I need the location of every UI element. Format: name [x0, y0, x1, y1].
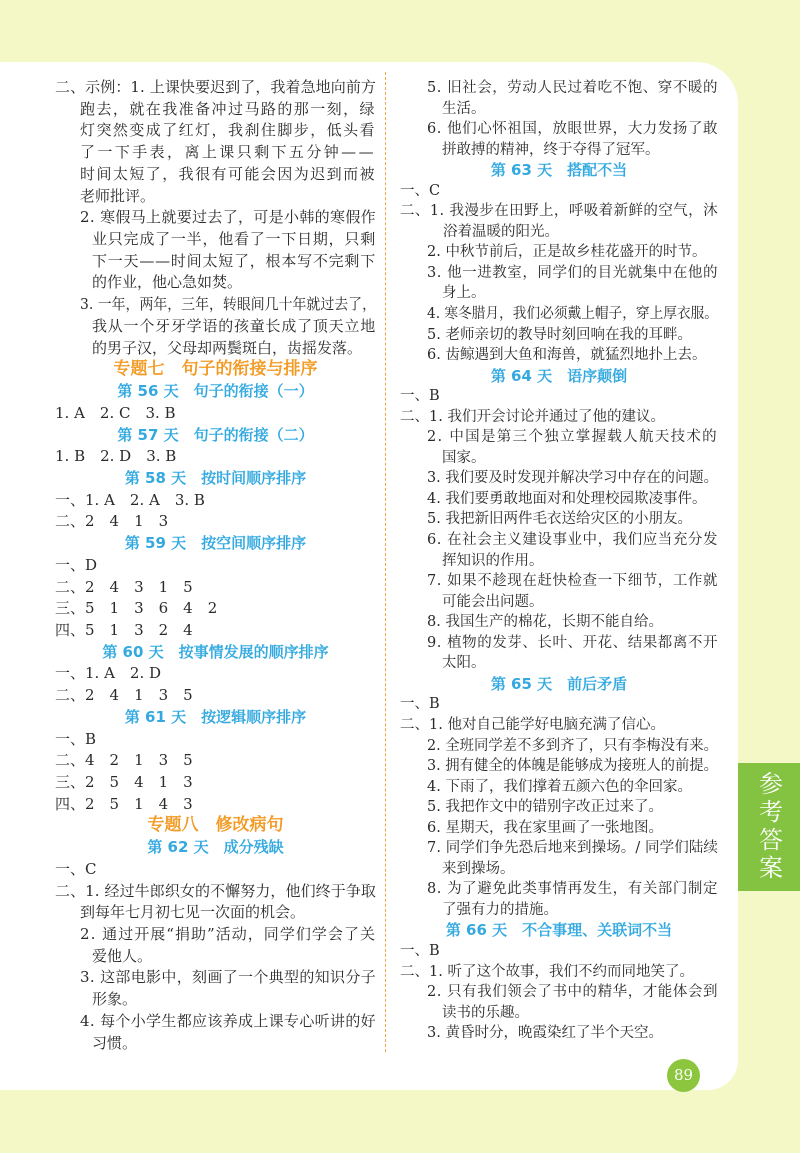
answer-line [55, 186, 376, 208]
answer-line [400, 571, 718, 592]
answer-line-text: 二、1. 他对自己能学好电脑充满了信心。 [400, 716, 665, 733]
answer-line-text: 3. 他一进教室，同学们的目光就集中在他的 [427, 264, 718, 281]
answer-line-text: 3. 黄昏时分，晚霞染红了半个天空。 [427, 1025, 663, 1042]
answer-item [55, 772, 376, 794]
answer-line-text: 我从一个牙牙学语的孩童长成了顶天立地 [92, 316, 376, 335]
answer-line-text: 三、5 1 3 6 4 2 [55, 599, 218, 618]
answer-item [55, 750, 376, 772]
answer-line-text: 2. 中国是第三个独立掌握载人航天技术的 [427, 429, 718, 446]
answer-item [55, 685, 376, 707]
answer-line [55, 207, 376, 229]
answer-line-text: 浴着温暖的阳光。 [443, 223, 559, 240]
answer-line-text: 2. 只有我们领会了书中的精华，才能体会到 [427, 984, 718, 1001]
answer-line [400, 530, 718, 551]
answer-item [55, 729, 376, 751]
answer-item [400, 304, 718, 325]
answer-item [55, 294, 376, 359]
answer-line [400, 407, 718, 428]
answer-line-text: 形象。 [92, 990, 138, 1009]
answer-line [400, 263, 718, 284]
answer-line-text: 一、1. A 2. A 3. B [55, 490, 205, 509]
answer-line-text: 1. B 2. D 3. B [55, 447, 177, 466]
answer-line [400, 982, 718, 1003]
answer-line [55, 881, 376, 903]
answer-line-text: 可能会出问题。 [442, 593, 544, 610]
day-heading: 第 57 天 句子的衔接（二） [117, 425, 314, 444]
answer-line-text: 到每年七月初七见一次面的机会。 [80, 903, 306, 922]
answer-item [400, 1023, 718, 1044]
answer-line-text: 来到操场。 [442, 860, 515, 877]
right-column [400, 78, 718, 1044]
answer-item [55, 598, 376, 620]
answer-item [400, 633, 718, 674]
answer-line [55, 403, 376, 425]
answer-line-text: 9. 植物的发芽、长叶、开花、结果都离不开 [427, 634, 718, 651]
day-heading: 第 65 天 前后矛盾 [490, 674, 628, 693]
answer-item [400, 982, 718, 1023]
answer-item [400, 78, 718, 119]
answer-line [55, 924, 376, 946]
answer-item [400, 941, 718, 962]
answer-item [55, 663, 376, 685]
answer-line [400, 777, 718, 798]
answer-line-text: 4. 我们要勇敢地面对和处理校园欺凌事件。 [427, 490, 707, 507]
answer-line [400, 222, 718, 243]
answer-line-text: 8. 为了避免此类事情再发生，有关部门制定 [427, 881, 718, 898]
answer-item [400, 119, 718, 160]
answer-item [55, 1011, 376, 1054]
answer-line [400, 78, 718, 99]
answer-item [55, 77, 376, 207]
answer-line [55, 859, 376, 881]
answer-line [400, 181, 718, 202]
answer-line-text: 四、5 1 3 2 4 [55, 620, 193, 639]
answer-item [55, 555, 376, 577]
answer-line-text: 三、2 5 4 1 3 [55, 773, 193, 791]
answer-line [400, 941, 718, 962]
answer-line [400, 427, 718, 448]
answer-line [55, 729, 376, 751]
answer-line-text: 一、D [55, 555, 98, 574]
topic-heading: 专题七 句子的衔接与排序 [113, 359, 318, 380]
answer-line-text: 6. 他们心怀祖国，放眼世界，大力发扬了敢 [427, 121, 718, 138]
answer-line-text: 四、2 5 1 4 3 [55, 794, 193, 813]
answer-line-text: 5. 我把作文中的错别字改正过来了。 [427, 799, 663, 816]
answer-line-text: 了强有力的措施。 [442, 901, 558, 918]
answer-line-text: 国家。 [442, 449, 486, 466]
answer-line [55, 338, 376, 360]
side-tab [738, 763, 800, 891]
answer-line-text: 业只完成了一半，他看了一下日期，只剩 [92, 230, 376, 249]
left-column [55, 77, 376, 1054]
answer-line-text: 2. 中秋节前后，正是故乡桂花盛开的时节。 [427, 244, 707, 261]
answer-line-text: 2. 寒假马上就要过去了，可是小韩的寒假作 [80, 208, 376, 227]
answer-line [400, 633, 718, 654]
answer-item [400, 386, 718, 407]
answer-item [400, 879, 718, 920]
answer-item [400, 818, 718, 839]
answer-line [55, 511, 376, 533]
answer-line [55, 555, 376, 577]
answer-line [55, 120, 376, 142]
answer-line-text: 3. 我们要及时发现并解决学习中存在的问题。 [427, 470, 719, 487]
answer-line-text: 5. 老师亲切的教导时刻回响在我的耳畔。 [427, 326, 692, 343]
answer-line-text: 二、1. 听了这个故事，我们不约而同地笑了。 [400, 963, 694, 980]
answer-item [400, 181, 718, 202]
answer-item [55, 794, 376, 816]
answer-item [400, 962, 718, 983]
answer-line [55, 1011, 376, 1033]
answer-line-text: 3. 一年，两年，三年，转眼间几十年就过去了， [80, 295, 376, 314]
answer-line-text: 3. 这部电影中，刻画了一个典型的知识分子 [80, 968, 376, 987]
answer-item [55, 511, 376, 533]
answer-item [55, 490, 376, 512]
answer-line-text: 5. 我把新旧两件毛衣送给灾区的小朋友。 [427, 511, 692, 528]
day-heading: 第 62 天 成分残缺 [147, 838, 284, 857]
answer-line-text: 太阳。 [442, 655, 486, 672]
answer-line-text: 二、4 2 1 3 5 [55, 751, 193, 770]
answer-line [400, 489, 718, 510]
answer-line [400, 612, 718, 633]
answer-line [400, 900, 718, 921]
answer-line-text: 8. 我国生产的棉花，长期不能自给。 [427, 614, 663, 631]
answer-line [55, 490, 376, 512]
answer-line-text: 二、1. 经过牛郎织女的不懈努力，他们终于争取 [55, 881, 376, 900]
answer-item [400, 797, 718, 818]
answer-line [400, 838, 718, 859]
answer-line-text: 6. 齿鲸遇到大鱼和海兽，就猛烈地扑上去。 [427, 347, 707, 364]
day-heading: 第 61 天 按逻辑顺序排序 [124, 707, 307, 726]
answer-line [400, 509, 718, 530]
answer-item [400, 509, 718, 530]
answer-line [55, 598, 376, 620]
day-heading: 第 63 天 搭配不当 [490, 161, 628, 180]
answer-line [400, 99, 718, 120]
answer-line-text: 2. 全班同学差不多到齐了，只有李梅没有来。 [427, 737, 719, 754]
answer-line [55, 77, 376, 99]
answer-line [400, 448, 718, 469]
answer-line [400, 756, 718, 777]
answer-line-text: 拼敢搏的精神，终于夺得了冠军。 [442, 141, 660, 158]
answer-item [400, 325, 718, 346]
answer-line-text: 二、1. 我漫步在田野上，呼吸着新鲜的空气，沐 [400, 203, 718, 220]
answer-line-text: 爱他人。 [92, 946, 153, 965]
answer-line [400, 797, 718, 818]
answer-item [400, 612, 718, 633]
answer-line [400, 879, 718, 900]
answer-item [400, 715, 718, 736]
answer-item [55, 859, 376, 881]
answer-line-text: 一、B [400, 942, 440, 959]
answer-item [400, 407, 718, 428]
answer-line [55, 750, 376, 772]
answer-line [55, 902, 376, 924]
answer-line-text: 时间太短了，我很有可能会因为迟到而被 [80, 164, 376, 183]
answer-item [400, 242, 718, 263]
answer-line [55, 577, 376, 599]
answer-line-text: 身上。 [442, 285, 486, 302]
answer-line-text: 6. 在社会主义建设事业中，我们应当充分发 [427, 532, 718, 549]
answer-line [400, 304, 718, 325]
answer-line [400, 551, 718, 572]
answer-line [400, 201, 718, 222]
answer-item [400, 530, 718, 571]
answer-line-text: 4. 寒冬腊月，我们必须戴上帽子，穿上厚衣服。 [427, 306, 718, 323]
answer-line-text: 一、B [55, 729, 97, 748]
answer-line [55, 946, 376, 968]
answer-line-text: 4. 下雨了，我们撑着五颜六色的伞回家。 [427, 778, 692, 795]
answer-line-text: 7. 如果不趁现在赶快检查一下细节，工作就 [427, 573, 718, 590]
answer-line-text: 1. A 2. C 3. B [55, 403, 176, 422]
answer-item [400, 427, 718, 468]
answer-line-text: 的男子汉，父母却两鬓斑白，齿摇发落。 [92, 338, 363, 357]
answer-line-text: 跑去，就在我准备冲过马路的那一刻，绿 [80, 99, 376, 118]
answer-line [400, 962, 718, 983]
answer-line [400, 242, 718, 263]
answer-item [400, 571, 718, 612]
answer-line [400, 653, 718, 674]
answer-line-text: 二、2 4 1 3 [55, 512, 169, 531]
column-divider [385, 72, 386, 1052]
answer-line [400, 345, 718, 366]
page-number: 89 [667, 1059, 700, 1092]
day-heading: 第 60 天 按事情发展的顺序排序 [102, 642, 329, 661]
answer-item [400, 694, 718, 715]
answer-line [400, 468, 718, 489]
answer-line [55, 1033, 376, 1055]
answer-item [55, 446, 376, 468]
day-heading: 第 58 天 按时间顺序排序 [124, 468, 307, 487]
answer-line-text: 习惯。 [92, 1033, 138, 1052]
answer-line-text: 一、1. A 2. D [55, 664, 162, 683]
answer-line-text: 下一天——时间太短了，根本写不完剩下 [92, 251, 376, 270]
answer-line-text: 3. 拥有健全的体魄是能够成为接班人的前提。 [427, 758, 719, 775]
answer-line [400, 1003, 718, 1024]
answer-line-text: 一、B [400, 388, 440, 405]
answer-line [55, 663, 376, 685]
answer-line [55, 967, 376, 989]
answer-line-text: 二、1. 我们开会讨论并通过了他的建议。 [400, 408, 665, 425]
answer-line [55, 446, 376, 468]
answer-item [400, 838, 718, 879]
day-heading: 第 64 天 语序颠倒 [490, 366, 628, 385]
answer-line [55, 164, 376, 186]
answer-line [400, 1023, 718, 1044]
answer-line [400, 694, 718, 715]
answer-item [400, 345, 718, 366]
answer-line [55, 272, 376, 294]
answer-line [55, 685, 376, 707]
answer-item [55, 881, 376, 924]
answer-item [55, 577, 376, 599]
answer-line [55, 229, 376, 251]
answer-line-text: 生活。 [442, 100, 486, 117]
answer-line-text: 7. 同学们争先恐后地来到操场。/ 同学们陆续 [427, 840, 719, 857]
answer-line-text: 2. 通过开展“捐助”活动，同学们学会了关 [80, 925, 377, 944]
answer-line-text: 一、B [400, 696, 440, 713]
answer-line-text: 的作业，他心急如焚。 [92, 273, 243, 292]
answer-item [55, 924, 376, 967]
answer-line [400, 592, 718, 613]
answer-item [55, 403, 376, 425]
answer-line-text: 6. 星期天，我在家里画了一张地图。 [427, 819, 663, 836]
answer-line [400, 283, 718, 304]
answer-line [55, 294, 376, 316]
answer-line-text: 读书的乐趣。 [442, 1004, 529, 1021]
answer-line [55, 251, 376, 273]
answer-line [400, 736, 718, 757]
answer-item [400, 777, 718, 798]
answer-line [55, 772, 376, 794]
answer-line-text: 4. 每个小学生都应该养成上课专心听讲的好 [80, 1011, 376, 1030]
answer-line [400, 386, 718, 407]
answer-item [55, 620, 376, 642]
answer-line-text: 一、C [400, 182, 441, 199]
answer-line-text: 老师批评。 [80, 186, 156, 205]
answer-line [55, 620, 376, 642]
answer-item [400, 468, 718, 489]
side-tab-label: 参考答案 [754, 771, 783, 883]
answer-line [400, 715, 718, 736]
answer-item [400, 489, 718, 510]
answer-line [400, 818, 718, 839]
day-heading: 第 66 天 不合事理、关联词不当 [445, 921, 673, 940]
answer-line-text: 二、示例：1. 上课快要迟到了，我着急地向前方 [55, 78, 376, 96]
answer-item [400, 263, 718, 304]
answer-line [400, 859, 718, 880]
answer-line [55, 99, 376, 121]
answer-line-text: 了一下手表，离上课只剩下五分钟—— [80, 143, 376, 162]
answer-line-text: 一、C [55, 859, 97, 878]
topic-heading: 专题八 修改病句 [147, 815, 284, 836]
answer-line [400, 140, 718, 161]
answer-item [55, 967, 376, 1010]
answer-line-text: 二、2 4 1 3 5 [55, 686, 193, 705]
answer-line [400, 119, 718, 140]
answer-line [400, 325, 718, 346]
answer-line-text: 灯突然变成了红灯，我刹住脚步，低头看 [80, 121, 376, 140]
day-heading: 第 56 天 句子的衔接（一） [117, 382, 314, 401]
answer-line [55, 794, 376, 816]
answer-line [55, 142, 376, 164]
answer-line-text: 二、2 4 3 1 5 [55, 577, 193, 596]
answer-line-text: 挥知识的作用。 [442, 552, 544, 569]
answer-item [400, 736, 718, 757]
answer-item [55, 207, 376, 294]
answer-line [55, 989, 376, 1011]
answer-line-text: 5. 旧社会，劳动人民过着吃不饱、穿不暖的 [427, 80, 718, 96]
answer-line [55, 316, 376, 338]
answer-item [400, 756, 718, 777]
answer-item [400, 201, 718, 242]
day-heading: 第 59 天 按空间顺序排序 [124, 534, 307, 553]
